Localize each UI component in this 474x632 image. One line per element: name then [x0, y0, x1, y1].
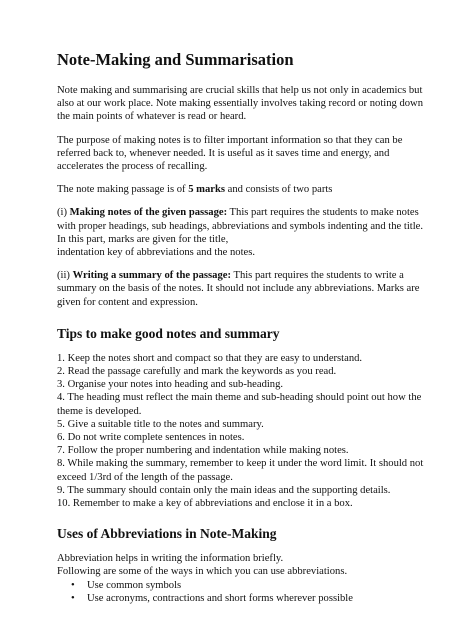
part-1-text: This part requires the students to make notes with proper headings, sub headings, abbreviations and symbols indenting and the title. In this part, marks are given for the title,: [57, 207, 424, 245]
tip-item: 6. Do not write complete sentences in notes.: [57, 432, 245, 444]
abbreviations-section: [57, 552, 434, 605]
abbreviations-intro-2: Following are some of the ways in which you can use abbreviations.: [57, 566, 348, 578]
intro-paragraph-1: Note making and summarising are crucial skills that help us not only in academics but also at our work place. Note making essentially involves taking record or noting down the main points of whatever is read or heard.: [57, 85, 423, 123]
intro-paragraph-2: The purpose of making notes is to filter important information so that they can be referred back to, whenever needed. It is useful as it saves time and energy, and accelerates the process of recalling.: [57, 134, 403, 173]
tip-item: 4. The heading must reflect the main theme and sub-heading should point out how the theme is developed.: [57, 392, 422, 417]
tip-item: 7. Follow the proper numbering and indentation while making notes.: [57, 445, 349, 457]
list-item: • Use acronyms, contractions and short forms wherever possible: [71, 592, 434, 605]
marks-bold: 5 marks: [188, 184, 226, 196]
list-item: • Use common symbols: [71, 579, 434, 592]
tip-item: 2. Read the passage carefully and mark the keywords as you read.: [57, 366, 337, 378]
part-1-text-2: indentation key of abbreviations and the notes.: [57, 247, 255, 259]
part-2-text: This part requires the students to write a summary on the basis of the notes. It should not include any abbreviations. Marks are given for content and expression.: [57, 270, 420, 308]
marks-paragraph: [57, 183, 434, 196]
part-2-heading: Writing a summary of the passage:: [72, 270, 232, 282]
part-1-prefix: (i): [57, 207, 70, 219]
tip-item: 1. Keep the notes short and compact so that they are easy to understand.: [57, 352, 363, 364]
tip-item: 10. Remember to make a key of abbreviations and enclose it in a box.: [57, 498, 353, 510]
abbreviations-list: [57, 579, 434, 605]
marks-after: and consists of two parts: [225, 184, 333, 196]
abbreviations-heading: Uses of Abbreviations in Note-Making: [57, 526, 277, 542]
marks-before: The note making passage is of: [57, 184, 189, 196]
tip-item: 9. The summary should contain only the main ideas and the supporting details.: [57, 484, 391, 496]
part-1-paragraph: [57, 206, 434, 259]
part-2-paragraph: [57, 269, 434, 309]
part-2-prefix: (ii): [57, 270, 73, 282]
abbreviations-intro-1: Abbreviation helps in writing the information briefly.: [57, 553, 284, 565]
tip-item: 3. Organise your notes into heading and sub-heading.: [57, 379, 284, 391]
tips-heading: Tips to make good notes and summary: [57, 325, 280, 341]
page-title: Note-Making and Summarisation: [57, 50, 294, 69]
tips-list: [57, 352, 434, 510]
tip-item: 8. While making the summary, remember to keep it under the word limit. It should not exceed 1/3rd of the length of the passage.: [57, 458, 424, 483]
tip-item: 5. Give a suitable title to the notes and summary.: [57, 418, 264, 430]
part-1-heading: Making notes of the given passage:: [69, 207, 228, 219]
